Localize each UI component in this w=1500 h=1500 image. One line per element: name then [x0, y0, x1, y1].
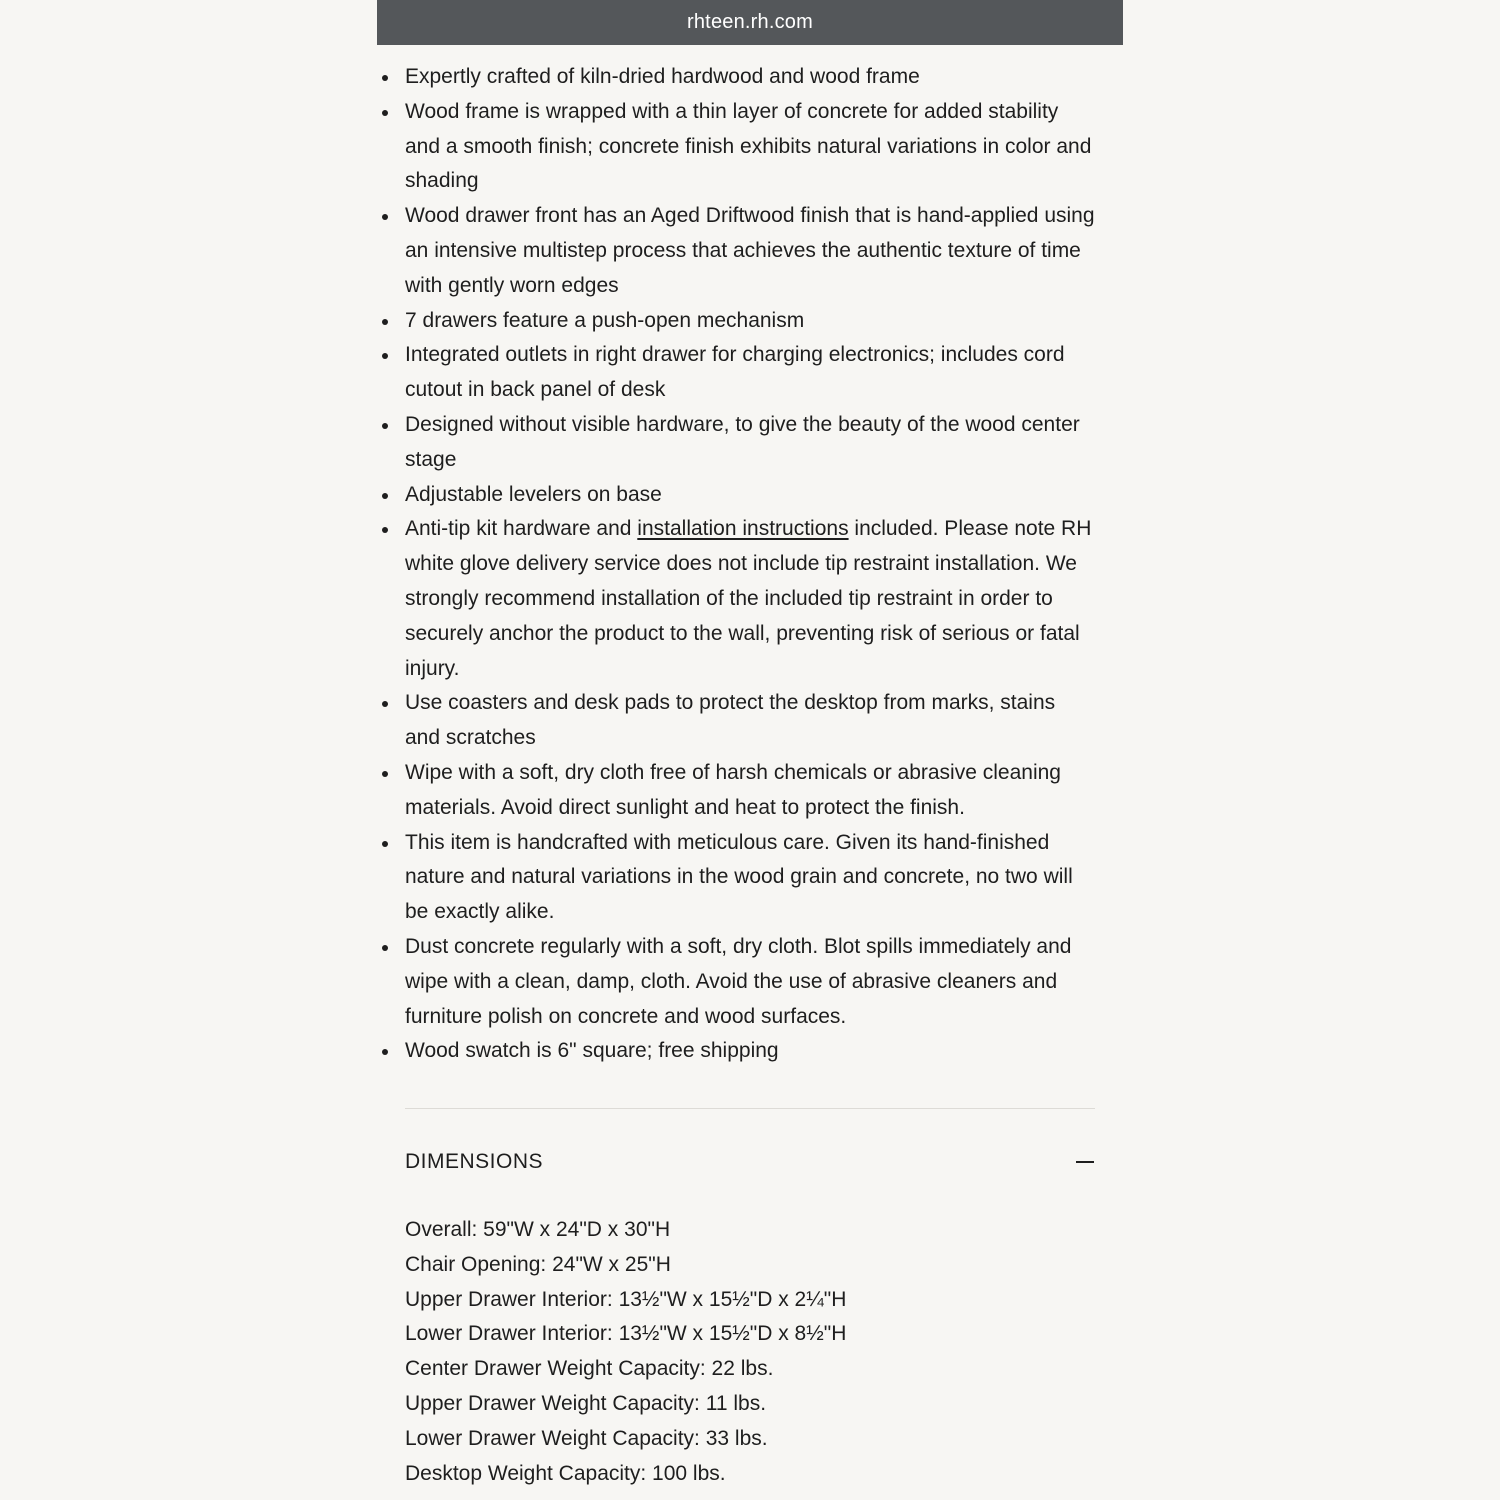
list-item: Wood frame is wrapped with a thin layer of concrete for added stability and a smooth finish; concrete finish exhibits natural variations in color and shading [405, 95, 1095, 199]
list-item: Use coasters and desk pads to protect the desktop from marks, stains and scratches [405, 686, 1095, 756]
list-item: Adjustable levelers on base [405, 478, 1095, 513]
url-text: rhteen.rh.com [687, 11, 813, 33]
product-details [405, 60, 1095, 1069]
list-item-anti-tip [405, 512, 1095, 686]
list-item: Expertly crafted of kiln-dried hardwood and wood frame [405, 60, 1095, 95]
dimension-line: Desktop Weight Capacity: 100 lbs. [405, 1461, 726, 1485]
collapse-minus-icon[interactable] [1075, 1152, 1095, 1172]
dimension-line: Chair Opening: 24"W x 25"H [405, 1252, 671, 1276]
installation-instructions-link[interactable]: installation instructions [637, 517, 849, 541]
dimension-line: Overall: 59"W x 24"D x 30"H [405, 1218, 671, 1241]
dimensions-title: DIMENSIONS [405, 1150, 544, 1173]
dimension-line: Lower Drawer Interior: 13½"W x 15½"D x 8½"H [405, 1322, 847, 1346]
dimension-line: Upper Drawer Interior: 13½"W x 15½"D x 2¼"H [405, 1287, 847, 1311]
dimensions-accordion-header[interactable] [405, 1144, 1095, 1180]
list-item: 7 drawers feature a push-open mechanism [405, 304, 1095, 339]
anti-tip-text-after: included. Please note RH white glove delivery service does not include tip restraint installation. We strongly recommend installation of the included tip restraint in order to securely anchor the product to the wall, preventing risk of serious or fatal injury. [405, 517, 1092, 680]
list-item: Wood drawer front has an Aged Driftwood finish that is hand-applied using an intensive multistep process that achieves the authentic texture of time with gently worn edges [405, 199, 1095, 303]
list-item: Dust concrete regularly with a soft, dry cloth. Blot spills immediately and wipe with a clean, damp, cloth. Avoid the use of abrasive cleaners and furniture polish on concrete and wood surfaces. [405, 930, 1095, 1034]
dimension-line: Center Drawer Weight Capacity: 22 lbs. [405, 1357, 774, 1381]
page [377, 0, 1123, 1500]
url-bar[interactable] [377, 0, 1123, 45]
list-item: Wood swatch is 6" square; free shipping [405, 1034, 1095, 1069]
dimensions-list [405, 1213, 1095, 1491]
list-item: Wipe with a soft, dry cloth free of harsh chemicals or abrasive cleaning materials. Avoid direct sunlight and heat to protect the finish. [405, 756, 1095, 826]
list-item: Designed without visible hardware, to give the beauty of the wood center stage [405, 408, 1095, 478]
section-divider [405, 1108, 1095, 1109]
dimension-line: Lower Drawer Weight Capacity: 33 lbs. [405, 1426, 768, 1450]
feature-list [405, 60, 1095, 1069]
list-item: Integrated outlets in right drawer for charging electronics; includes cord cutout in back panel of desk [405, 338, 1095, 408]
dimension-line: Upper Drawer Weight Capacity: 11 lbs. [405, 1391, 767, 1415]
anti-tip-text-before: Anti-tip kit hardware and [405, 517, 638, 541]
list-item: This item is handcrafted with meticulous care. Given its hand-finished nature and natural variations in the wood grain and concrete, no two will be exactly alike. [405, 826, 1095, 930]
